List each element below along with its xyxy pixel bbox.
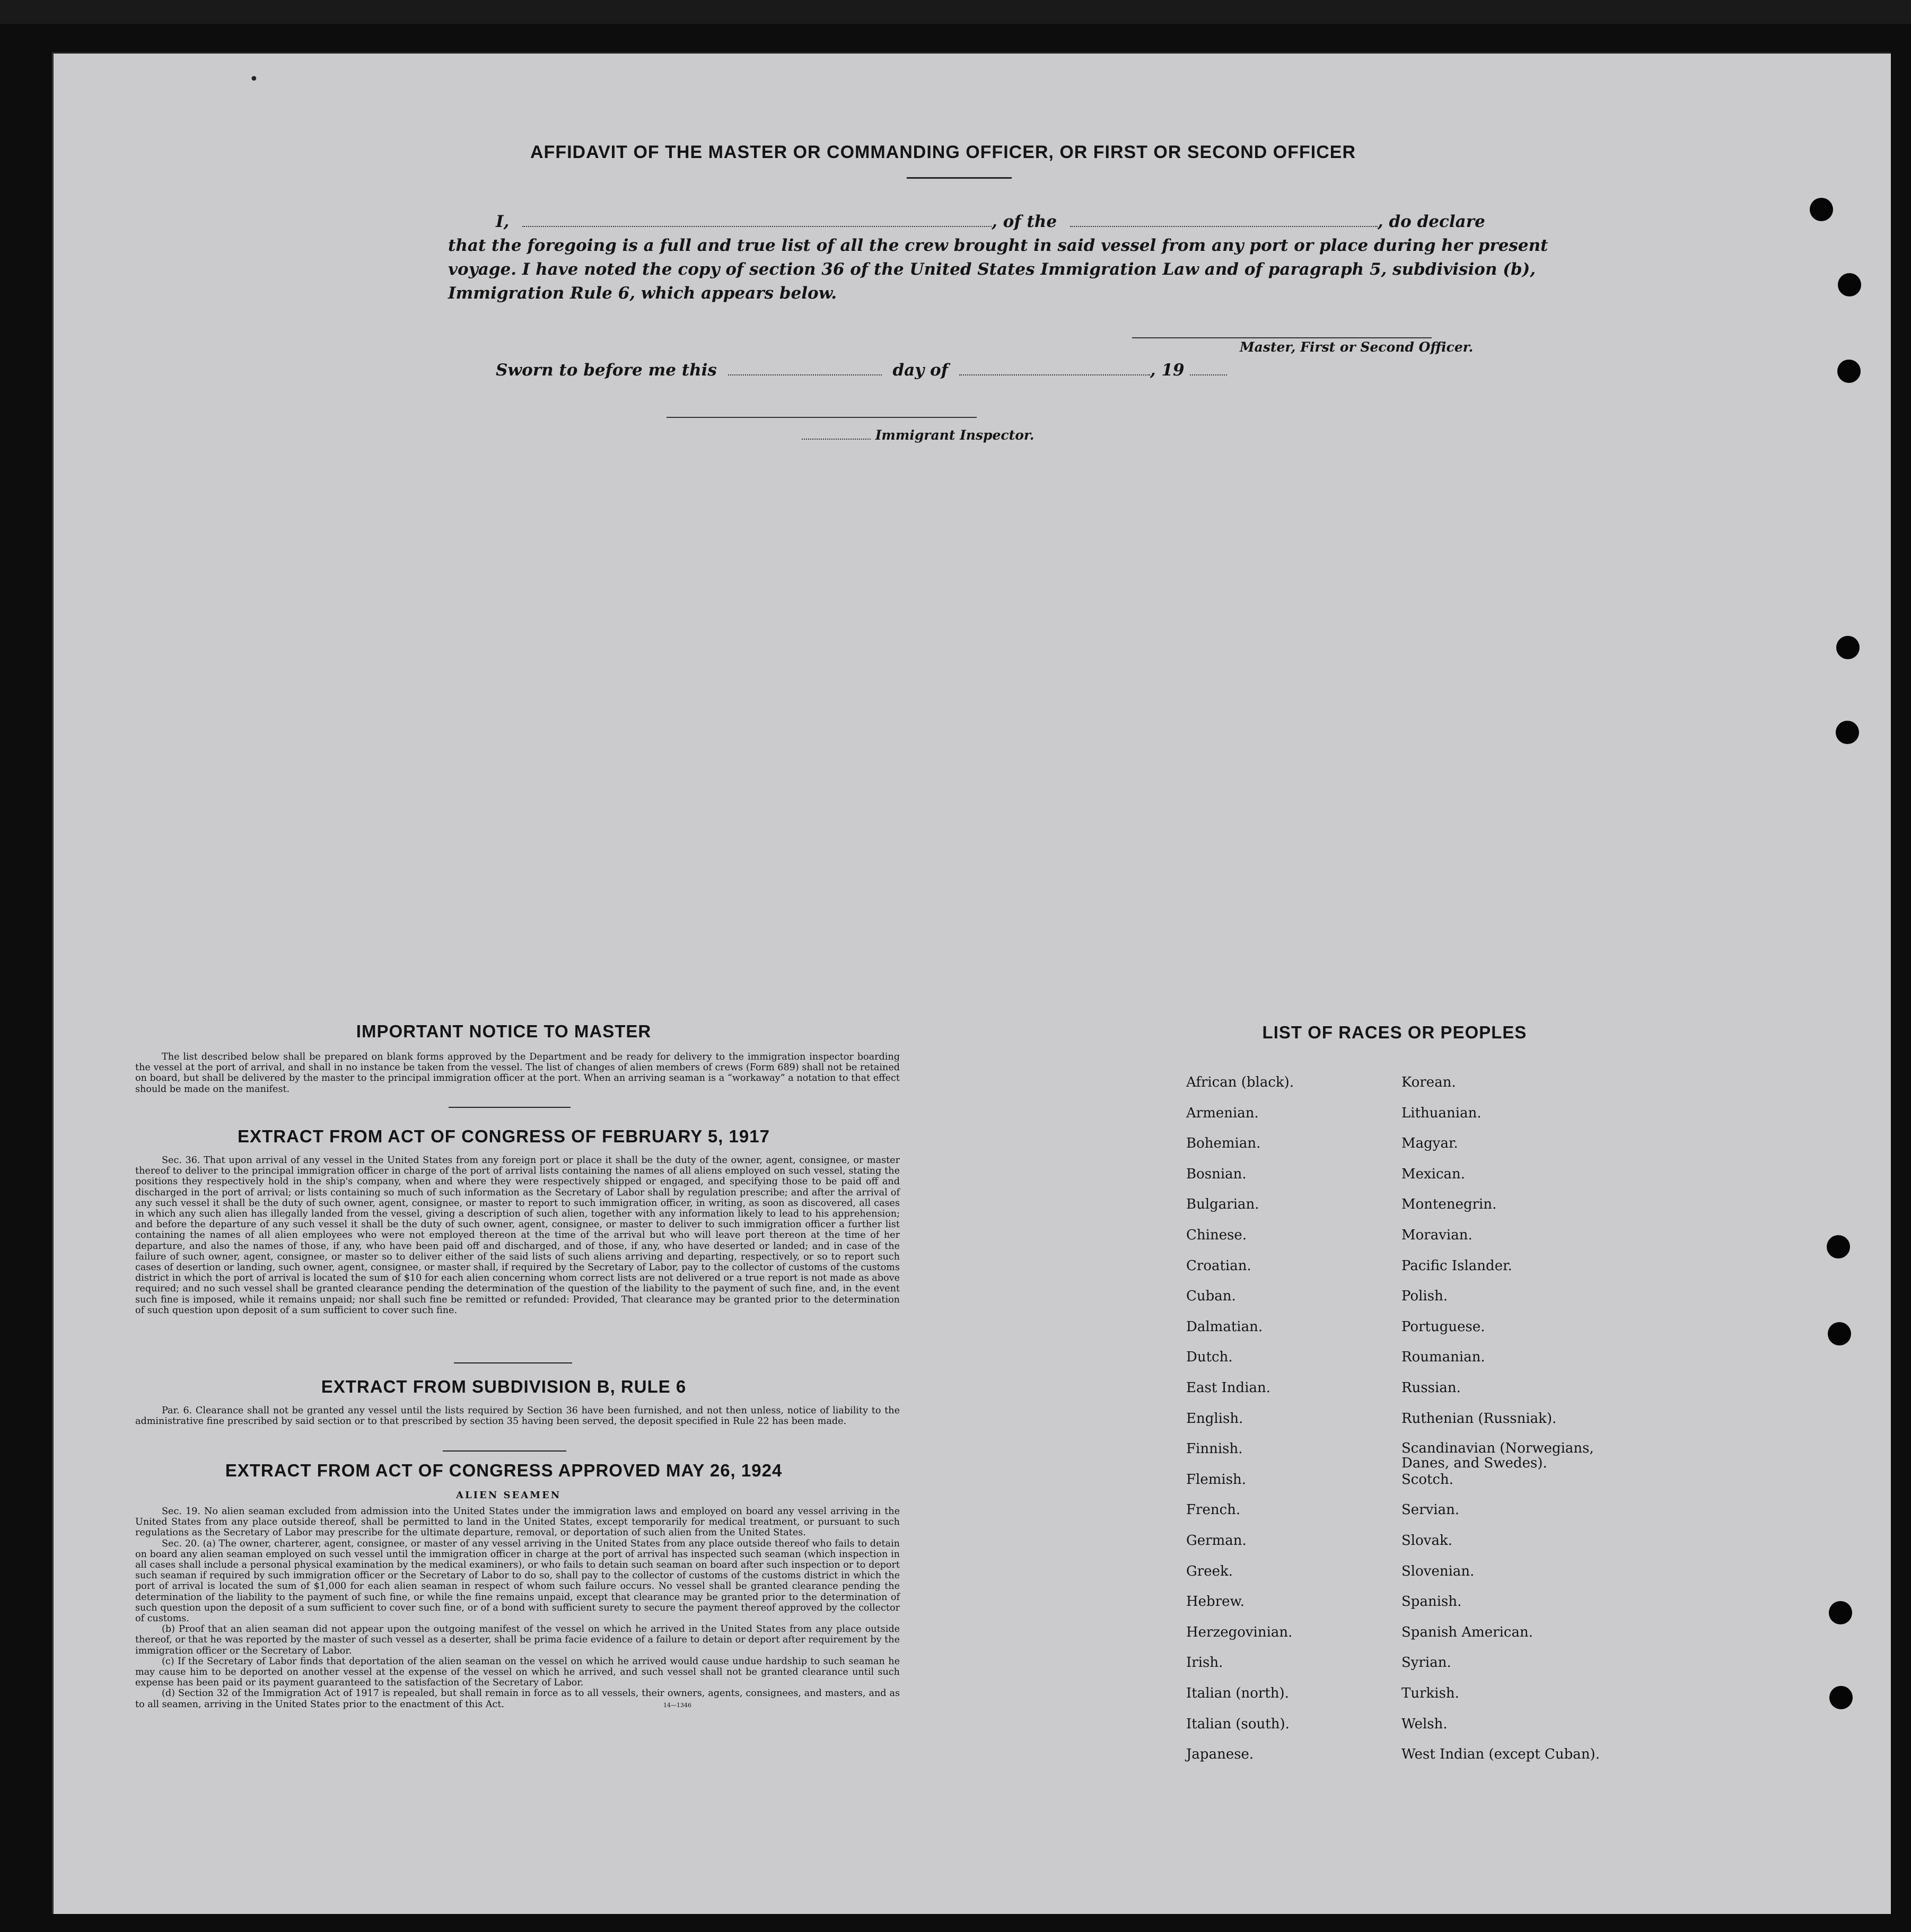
title-rule	[907, 177, 1012, 179]
race-item: Italian (south).	[1186, 1716, 1290, 1732]
race-item: Portuguese.	[1401, 1318, 1485, 1335]
inspector-dots	[802, 436, 871, 440]
race-item: Welsh.	[1401, 1716, 1448, 1732]
race-item: Italian (north).	[1186, 1685, 1289, 1701]
race-item: Montenegrin.	[1401, 1196, 1497, 1213]
extract-1917-title: EXTRACT FROM ACT OF CONGRESS OF FEBRUARY 5, 1917	[238, 1126, 770, 1146]
race-item: Ruthenian (Russniak).	[1401, 1410, 1557, 1427]
race-item: Scandinavian (Norwegians, Danes, and Swedes).	[1401, 1440, 1594, 1472]
sworn-text: Sworn to before me this	[496, 361, 717, 380]
binder-hole	[1827, 1235, 1850, 1258]
rule6-body	[135, 1405, 900, 1427]
race-item: Japanese.	[1186, 1746, 1254, 1763]
section-rule	[443, 1450, 566, 1452]
master-signature-line[interactable]	[1132, 337, 1432, 338]
act-1924-title: EXTRACT FROM ACT OF CONGRESS APPROVED MAY 26, 1924	[225, 1461, 783, 1480]
section-rule	[449, 1107, 571, 1108]
race-item: Roumanian.	[1401, 1349, 1485, 1366]
race-item: Slovenian.	[1401, 1563, 1475, 1579]
binder-hole	[1828, 1322, 1851, 1345]
inspector-label-row	[802, 427, 1034, 443]
affidavit-line-4: Immigration Rule 6, which appears below.	[448, 284, 837, 303]
form-number: 14—1346	[663, 1701, 691, 1709]
race-item: Turkish.	[1401, 1685, 1459, 1701]
race-item: Dutch.	[1186, 1349, 1233, 1366]
sec-20b-paragraph: (b) Proof that an alien seaman did not appear upon the outgoing manifest of the vessel on which he arrived in the United States from any place outside thereof, or that he was reported by the master of such vessel as a deserter, shall be prima facie evidence of a failure to detain or deport after requirement by the immigration officer or the Secretary of Labor.	[135, 1624, 900, 1656]
race-item: Irish.	[1186, 1655, 1223, 1671]
master-label: Master, First or Second Officer.	[1240, 339, 1474, 355]
race-item: English.	[1186, 1410, 1243, 1427]
day-of-text: day of	[892, 361, 949, 380]
race-item: African (black).	[1186, 1074, 1294, 1090]
race-item: Syrian.	[1401, 1655, 1451, 1671]
race-item: Pacific Islander.	[1401, 1257, 1512, 1274]
sworn-day-blank[interactable]	[728, 372, 882, 375]
race-item: Herzegovinian.	[1186, 1624, 1293, 1640]
race-item: Servian.	[1401, 1502, 1460, 1518]
race-item: Spanish.	[1401, 1594, 1462, 1610]
sworn-month-blank[interactable]	[959, 372, 1150, 375]
sworn-line	[496, 359, 1227, 382]
binder-hole	[1838, 273, 1861, 296]
scanner-top-edge	[0, 0, 1911, 24]
race-item: Armenian.	[1186, 1105, 1259, 1121]
act-1924-body	[135, 1506, 900, 1711]
race-item: Scotch.	[1401, 1471, 1454, 1488]
race-item: Bohemian.	[1186, 1135, 1261, 1152]
sec-20d-paragraph	[135, 1688, 900, 1710]
race-item: French.	[1186, 1502, 1241, 1518]
race-item: Magyar.	[1401, 1135, 1458, 1152]
binder-hole	[1836, 721, 1859, 744]
race-item: Hebrew.	[1186, 1594, 1244, 1610]
race-item: Polish.	[1401, 1288, 1448, 1305]
affidavit-do-declare: , do declare	[1377, 212, 1485, 231]
name-blank[interactable]	[522, 224, 992, 227]
affidavit-title: AFFIDAVIT OF THE MASTER OR COMMANDING OFFICER, OR FIRST OR SECOND OFFICER	[530, 142, 1356, 162]
alien-seamen-subtitle: ALIEN SEAMEN	[456, 1490, 562, 1501]
race-item: Flemish.	[1186, 1471, 1247, 1488]
affidavit-i: I,	[496, 212, 510, 231]
year-text: , 19	[1150, 361, 1185, 380]
binder-hole	[1829, 1686, 1853, 1709]
section-rule	[454, 1362, 572, 1363]
extract-1917-body	[135, 1155, 900, 1316]
race-item: Spanish American.	[1401, 1624, 1533, 1640]
affidavit-line-3: voyage. I have noted the copy of section 36 of the United States Immigration Law and of paragraph 5, subdivision (b),	[448, 260, 1536, 279]
binder-hole	[1836, 636, 1860, 659]
affidavit-line-2: that the foregoing is a full and true list of all the crew brought in said vessel from any port or place during her present	[448, 236, 1548, 255]
race-item: East Indian.	[1186, 1380, 1271, 1396]
binder-hole	[1810, 198, 1833, 221]
race-item: Mexican.	[1401, 1166, 1466, 1182]
race-item: Slovak.	[1401, 1533, 1452, 1549]
binder-hole	[1829, 1601, 1852, 1624]
race-item: Bosnian.	[1186, 1166, 1247, 1182]
race-item: Chinese.	[1186, 1227, 1247, 1243]
race-item: West Indian (except Cuban).	[1401, 1746, 1600, 1763]
sec-20c-paragraph: (c) If the Secretary of Labor finds that deportation of the alien seaman on the vessel on which he arrived would cause undue hardship to such seaman he may cause him to be deported on another vessel at the expense of the vessel on which he arrived, and such vessel shall not be granted clearance until such expense has been paid or its payment guaranteed to the satisfaction of the Secretary of Labor.	[135, 1656, 900, 1689]
races-title: LIST OF RACES OR PEOPLES	[1262, 1022, 1527, 1042]
affidavit-of-the: , of the	[992, 212, 1057, 231]
race-item: German.	[1186, 1533, 1247, 1549]
race-item: Greek.	[1186, 1563, 1233, 1579]
section-36-paragraph: Sec. 36. That upon arrival of any vessel in the United States from any foreign port or place it shall be the duty of the owner, agent, consignee, or master thereof to deliver to the principal immigration officer in charge of the port of arrival lists containing the names of all aliens employed on such vessel, stating the positions they respectively hold in the ship's company, when and where they were respectively shipped or engaged, and specifying those to be paid off and discharged in the port of arrival; or lists containing so much of such information as the Secretary of Labor shall by regulation prescribe; and after the arrival of any such vessel it shall be the duty of such owner, agent, consignee, or master to report to such immigration officer, in writing, as soon as discovered, all cases in which any such alien has illegally landed from the vessel, giving a description of such alien, together with any information likely to lead to his apprehension; and before the departure of any such vessel it shall be the duty of such owner, agent, consignee, or master to deliver to such immigration officer a further list containing the names of all alien employees who were not employed thereon at the time of the arrival but who will leave port thereon at the time of her departure, and also the names of those, if any, who have been paid off and discharged, and of those, if any, who have deserted or landed; and in case of the failure of such owner, agent, consignee, or master so to deliver either of the said lists of such aliens arriving and departing, respectively, or so to report such cases of desertion or landing, such owner, agent, consignee, or master shall, if required by the Secretary of Labor, pay to the collector of customs of the customs district in which the port of arrival is located the sum of $10 for each alien concerning whom correct lists are not delivered or a true report is not made as above required; and no such vessel shall be granted clearance pending the determination of the question of the liability to the payment of such fine, and, in the event such fine is imposed, while it remains unpaid; nor shall such fine be remitted or refunded: Provided, That clearance may be granted prior to the determination of such question upon deposit of a sum sufficient to cover such fine.	[135, 1155, 900, 1316]
race-item: Dalmatian.	[1186, 1318, 1263, 1335]
race-item: Moravian.	[1401, 1227, 1472, 1243]
sec-20a-paragraph: Sec. 20. (a) The owner, charterer, agent, consignee, or master of any vessel arriving in the United States from any place outside thereof who fails to detain on board any alien seaman employed on such vessel until the immigration officer in charge at the port of arrival has inspected such seaman (which inspection in all cases shall include a personal physical examination by the medical examiners), or who fails to detain such seaman on board after such inspection or to deport such seaman if required by such immigration officer or the Secretary of Labor to do so, shall pay to the collector of customs of the customs district in which the port of arrival is located the sum of $1,000 for each alien seaman in respect of whom such failure occurs. No vessel shall be granted clearance pending the determination of the liability to the payment of such fine, or while the fine remains unpaid, except that clearance may be granted prior to the determination of such question upon the deposit of a sum sufficient to cover such fine, or of a bond with sufficient surety to secure the payment thereof approved by the collector of customs.	[135, 1538, 900, 1624]
race-item: Cuban.	[1186, 1288, 1236, 1305]
race-item: Lithuanian.	[1401, 1105, 1482, 1121]
notice-body	[135, 1052, 900, 1095]
race-item: Croatian.	[1186, 1257, 1251, 1274]
sec-19-paragraph: Sec. 19. No alien seaman excluded from admission into the United States under the immigration laws and employed on board any vessel arriving in the United States from any place outside thereof, shall be permitted to land in the United States, except temporarily for medical treatment, or pursuant to such regulations as the Secretary of Labor may prescribe for the ultimate departure, removal, or deportation of such alien from the United States.	[135, 1506, 900, 1538]
race-item: Korean.	[1401, 1074, 1456, 1090]
notice-title: IMPORTANT NOTICE TO MASTER	[356, 1021, 652, 1041]
vessel-blank[interactable]	[1070, 224, 1378, 227]
notice-paragraph: The list described below shall be prepared on blank forms approved by the Department and be ready for delivery to the immigration inspector boarding the vessel at the port of arrival, and shall in no instance be taken from the vessel. The list of changes of alien members of crews (Form 689) shall not be retained on board, but shall be delivered by the master to the principal immigration officer at the port. When an arriving seaman is a “workaway” a notation to that effect should be made on the manifest.	[135, 1052, 900, 1095]
binder-hole	[1837, 360, 1861, 383]
race-item: Finnish.	[1186, 1441, 1243, 1457]
affidavit-line-1	[496, 210, 1485, 234]
sworn-year-blank[interactable]	[1190, 372, 1227, 375]
rule6-title: EXTRACT FROM SUBDIVISION B, RULE 6	[321, 1377, 687, 1396]
par-6-paragraph: Par. 6. Clearance shall not be granted any vessel until the lists required by Section 36 have been furnished, and not then unless, notice of liability to the administrative fine prescribed by said section or to that prescribed by section 35 having been served, the deposit specified in Rule 22 has been made.	[135, 1405, 900, 1427]
inspector-signature-line[interactable]	[667, 417, 977, 418]
race-item: Bulgarian.	[1186, 1196, 1259, 1213]
sec-20d-text: (d) Section 32 of the Immigration Act of 1917 is repealed, but shall remain in force as to all vessels, their owners, agents, consignees, and masters, and as to all seamen, arriving in the United States prior to the enactment of this Act.	[135, 1688, 900, 1710]
ink-mark: •	[249, 70, 259, 89]
race-item: Russian.	[1401, 1380, 1461, 1396]
inspector-label: Immigrant Inspector.	[875, 427, 1035, 443]
